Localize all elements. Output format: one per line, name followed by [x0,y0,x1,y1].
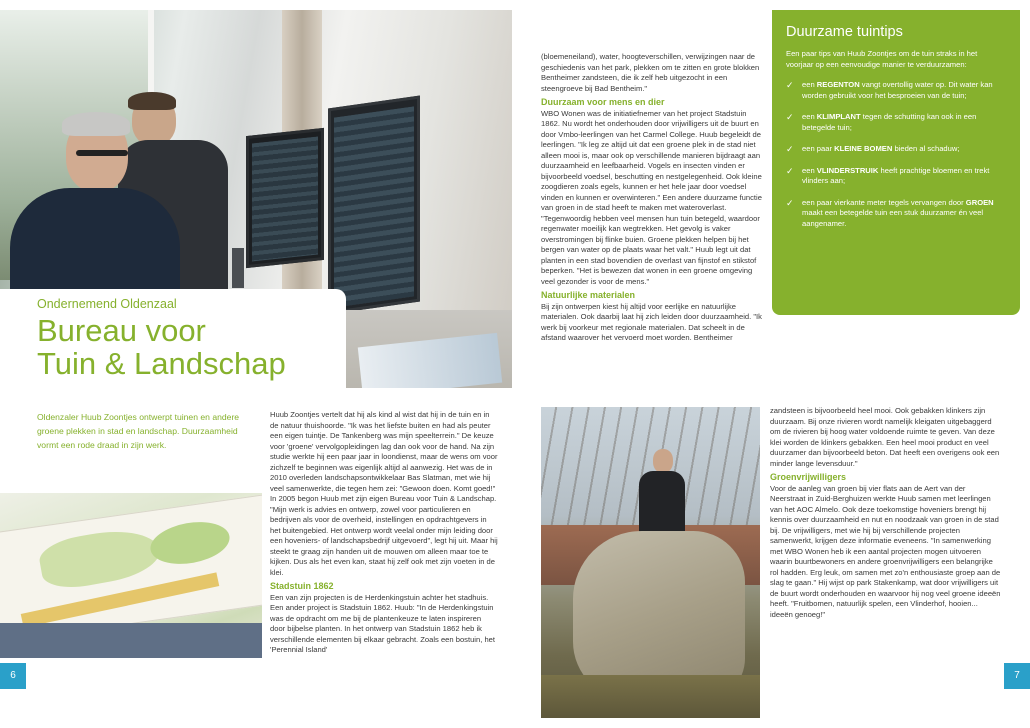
subheading-groenvrijwilligers: Groenvrijwilligers [770,472,847,482]
page-number-right: 7 [1004,663,1030,689]
check-icon: ✓ [786,197,794,208]
subheading-duurzaam: Duurzaam voor mens en dier [541,97,665,107]
body-paragraph: zandsteen is bijvoorbeeld heel mooi. Ook gebakken klinkers zijn duurzaam. Bij onze rivieren wordt namelijk kleigaten uitgebaggerd om de rivieren bij hoog water voldoende ruimte te geven. Van deze klei worden de klinkers gebakken. Een heel mooi product en veel duurzamer dan bijvoorbeeld beton. Dat heeft een overigens ook een minder lange levensduur." [770,406,1000,468]
right-body-column-1 [541,52,765,346]
body-paragraph: Huub Zoontjes vertelt dat hij als kind al wist dat hij in de tuin en in de natuur thuishoorde. "Ik was het liefste buiten en had als peuter een eigen tuintje. De Tankenberg was mijn speelterrein." De keuze voor 'groene' vervolgopleidingen lag dan ook voor de hand. Na zijn studie werkte hij een paar jaar in loondienst, maar de wens om voor zichzelf te beginnen was eigenlijk altijd al aanwezig. Het was de in 2010 overleden landschapsontwikkelaar Bas Slatman, met wie hij veel samenwerkte, die tegen hem zei: "Gewoon doen. Komt goed!" In 2005 begon Huub met zijn eigen Bureau voor Tuin & Landschap. "Mijn werk is advies en ontwerp, zowel voor particulieren en bedrijven als voor de overheid, instellingen en opdrachtgevers in het buitengebied. Het ontwerp wordt veelal onder mijn leiding door een hoveniers- of landschapsbedrijf uitgevoerd", legt hij uit. Maar hij steekt te graag zijn handen uit de mouwen om alleen maar toe te kijken. Dus als het even kan, staat hij zelf ook met zijn voeten in de klei. [270,410,498,577]
article-title [37,314,337,380]
tip-item: ✓ een KLIMPLANT tegen de schutting kan ook in een betegelde tuin; [786,112,977,132]
photo-map [0,493,262,658]
page-number-left: 6 [0,663,26,689]
photo-stone [541,407,760,718]
body-paragraph: Bij zijn ontwerpen kiest hij altijd voor eerlijke en natuurlijke materialen. Ook daarbij laat hij zich leiden door duurzaamheid. "Ik werk bij voorkeur met regionale materialen. Dat scheelt in de afstand waarover het vervoerd moet worden. Bentheimer [541,301,762,342]
tips-lead: Een paar tips van Huub Zoontjes om de tuin straks in het voorjaar op een eenvoudige manier te verduurzamen: [786,49,978,69]
article-intro: Oldenzaler Huub Zoontjes ontwerpt tuinen en andere groene plekken in stad en landschap. Duurzaamheid vormt een rode draad in zijn werk. [37,412,240,450]
left-body-column [270,410,498,658]
article-kicker: Ondernemend Oldenzaal [37,297,177,311]
subheading-materialen: Natuurlijke materialen [541,290,636,300]
tips-title: Duurzame tuintips [786,24,903,40]
check-icon: ✓ [786,80,794,90]
check-icon: ✓ [786,144,794,154]
title-line-1: Bureau voor [37,313,206,348]
tip-item: ✓ een REGENTON vangt overtollig water op. Dit water kan worden gebruikt voor het besproeien van de tuin; [786,80,993,100]
subheading-stadstuin: Stadstuin 1862 [270,581,334,591]
tip-item: ✓ een paar vierkante meter tegels vervangen door GROEN maakt een betegelde tuin een stuk duurzamer én veel aangenamer. [786,197,994,228]
body-paragraph: Voor de aanleg van groen bij vier flats aan de Aert van der Neerstraat in Zuid-Berghuizen werkte Huub samen met leerlingen van het AOC Almelo. Ook deze toekomstige hoveniers brengt hij kennis over duurzaamheid en nut en noodzaak van groen in de stad bij. De vrijwilligers, met wie hij bij verschillende projecten samenwerkt, krijgen deze informatie eveneens. "In samenwerking met WBO Wonen heb ik een aantal projecten mogen uitvoeren waarin buurtbewoners en andere groenvrijwilligers een belangrijke rol hadden. Erg leuk, om samen met zo'n enthousiaste groep aan de slag te gaan." Hij wijst op park Stakenkamp, wat door vrijwilligers uit de buurt wordt onderhouden en waarvoor hij nog veel groene ideeën heeft. "Fruitbomen, natuurlijk spelen, een Vlinderhof, hooien... ideeën genoeg!" [770,483,1001,619]
body-paragraph: (bloemeneiland), water, hoogteverschillen, verwijzingen naar de geschiedenis van het park, plekken om te zitten en grote blokken Bentheimer zandsteen, die ik zelf heb uitgezocht in een steengroeve bij Bad Bentheim." [541,52,760,93]
tip-item: ✓ een VLINDERSTRUIK heeft prachtige bloemen en trekt vlinders aan; [786,165,990,185]
body-paragraph: Een van zijn projecten is de Herdenkingstuin achter het stadhuis. Een ander project is Stadstuin 1862. Huub: "In de Herdenkingstuin was de opdracht om me bij de plantenkeuze te laten inspireren door bijbelse planten. In het ontwerp van Stadstuin 1862 heb ik verschillende elementen bij elkaar gebracht. Zoals een bostuin, het 'Perennial Island' [270,592,495,654]
tip-item: ✓ een paar KLEINE BOMEN bieden al schaduw; [786,144,960,154]
title-line-2: Tuin & Landschap [37,346,286,381]
right-body-column-2 [770,406,1002,622]
body-paragraph: WBO Wonen was de initiatiefnemer van het project Stadstuin 1862. Nu wordt het onderhouden door vrijwilligers uit de buurt en door Vmbo-leerlingen van het Carmel College. Huub begeleidt de leerlingen. "Ik leg ze altijd uit dat een groene plek in de stad niet alleen mooi is, maar ook op verschillende manieren bijdraagt aan duurzaamheid en leefbaarheid. Vogels en insecten vinden er bijvoorbeeld voedsel, beschutting en nestgelegenheid. Ook kleine zoogdieren zoals egels, kunnen er het hele jaar door voedsel vinden en kunnen er overwinteren." Een andere duurzame functie van groen in de stad heeft te maken met wateroverlast. "Tegenwoordig hebben veel mensen hun tuin betegeld, waardoor regenwater moeilijk kan wegtrekken. Het gevolg is vaker overstromingen bij flinke buien. Groene plekken helpen bij het bergen van water op de plaats waar het valt." Huub legt uit dat planten in een stad bovendien de overlast van fijnstof en stikstof beperken. "Het is bewezen dat wonen in een groene omgeving veel gezonder is voor de mens." [541,108,762,286]
check-icon: ✓ [786,165,794,176]
tips-box [772,10,1020,315]
check-icon: ✓ [786,112,794,122]
